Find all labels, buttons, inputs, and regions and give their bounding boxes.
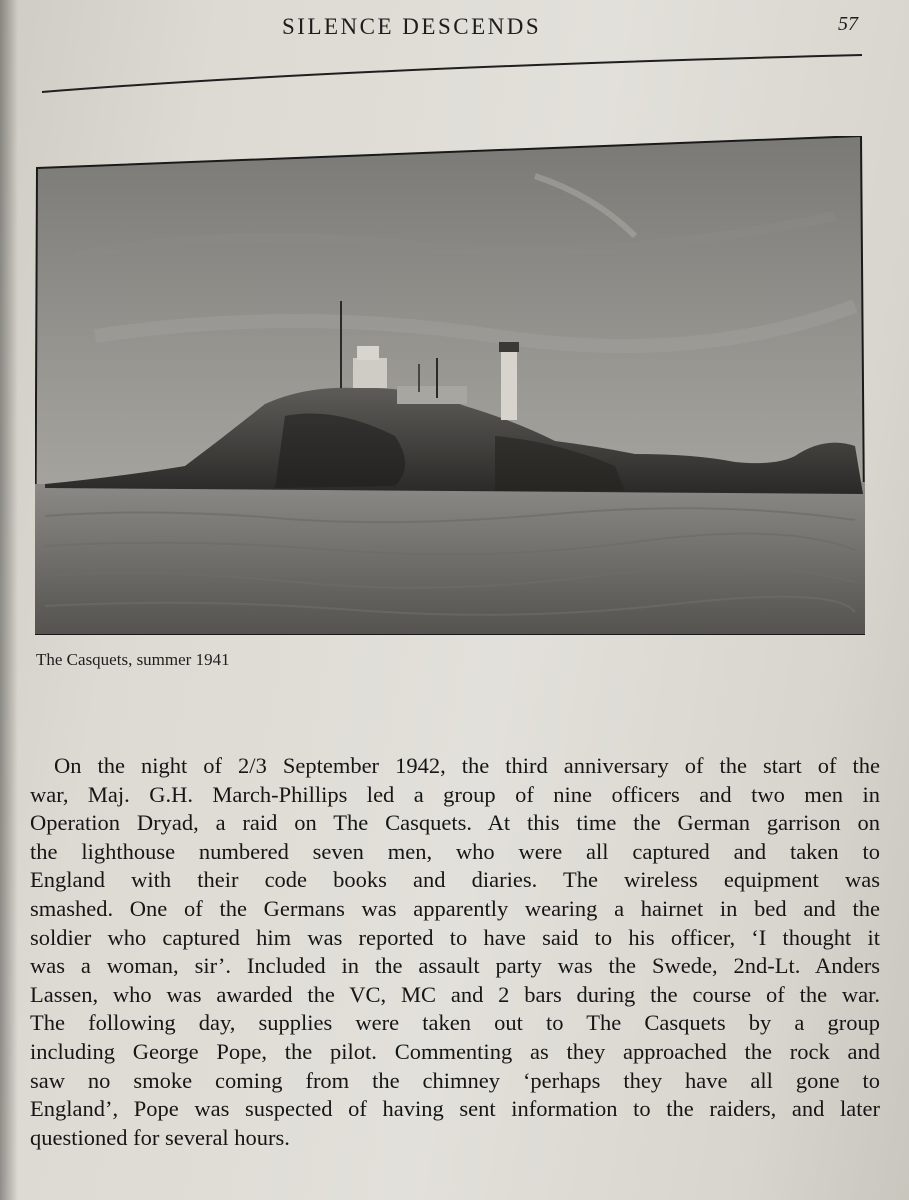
body-paragraph bbox=[30, 752, 880, 1152]
paragraph-line: saw no smoke coming from the chimney ‘perhaps they have all gone to bbox=[30, 1067, 880, 1093]
paragraph-line: soldier who captured him was reported to have said to his officer, ‘I thought it bbox=[30, 924, 880, 950]
paragraph-line: Lassen, who was awarded the VC, MC and 2 bars during the course of the war. bbox=[30, 981, 880, 1007]
paragraph-line: On the night of 2/3 September 1942, the third anniversary of the start of the bbox=[54, 753, 880, 778]
page-number: 57 bbox=[838, 13, 858, 35]
spine-shadow bbox=[0, 0, 18, 1200]
figure-caption: The Casquets, summer 1941 bbox=[36, 650, 230, 669]
paragraph-line: questioned for several hours. bbox=[30, 1124, 290, 1150]
running-title: SILENCE DESCENDS bbox=[282, 14, 542, 39]
paragraph-line: The following day, supplies were taken out to The Casquets by a group bbox=[30, 1010, 880, 1036]
paragraph-line: England’, Pope was suspected of having sent information to the raiders, and later bbox=[30, 1096, 880, 1122]
lighthouse-photo bbox=[35, 136, 865, 636]
paragraph-line: Operation Dryad, a raid on The Casquets. At this time the German garrison on bbox=[30, 810, 880, 836]
paragraph-line: England with their code books and diaries. The wireless equipment was bbox=[30, 867, 880, 893]
paragraph-line: war, Maj. G.H. March-Phillips led a group of nine officers and two men in bbox=[30, 781, 880, 807]
paragraph-line: the lighthouse numbered seven men, who were all captured and taken to bbox=[30, 838, 880, 864]
paragraph-line: smashed. One of the Germans was apparently wearing a hairnet in bed and the bbox=[30, 895, 880, 921]
header-rule bbox=[42, 50, 862, 100]
paragraph-line: including George Pope, the pilot. Commenting as they approached the rock and bbox=[30, 1038, 880, 1064]
paragraph-line: was a woman, sir’. Included in the assault party was the Swede, 2nd-Lt. Anders bbox=[30, 953, 880, 979]
